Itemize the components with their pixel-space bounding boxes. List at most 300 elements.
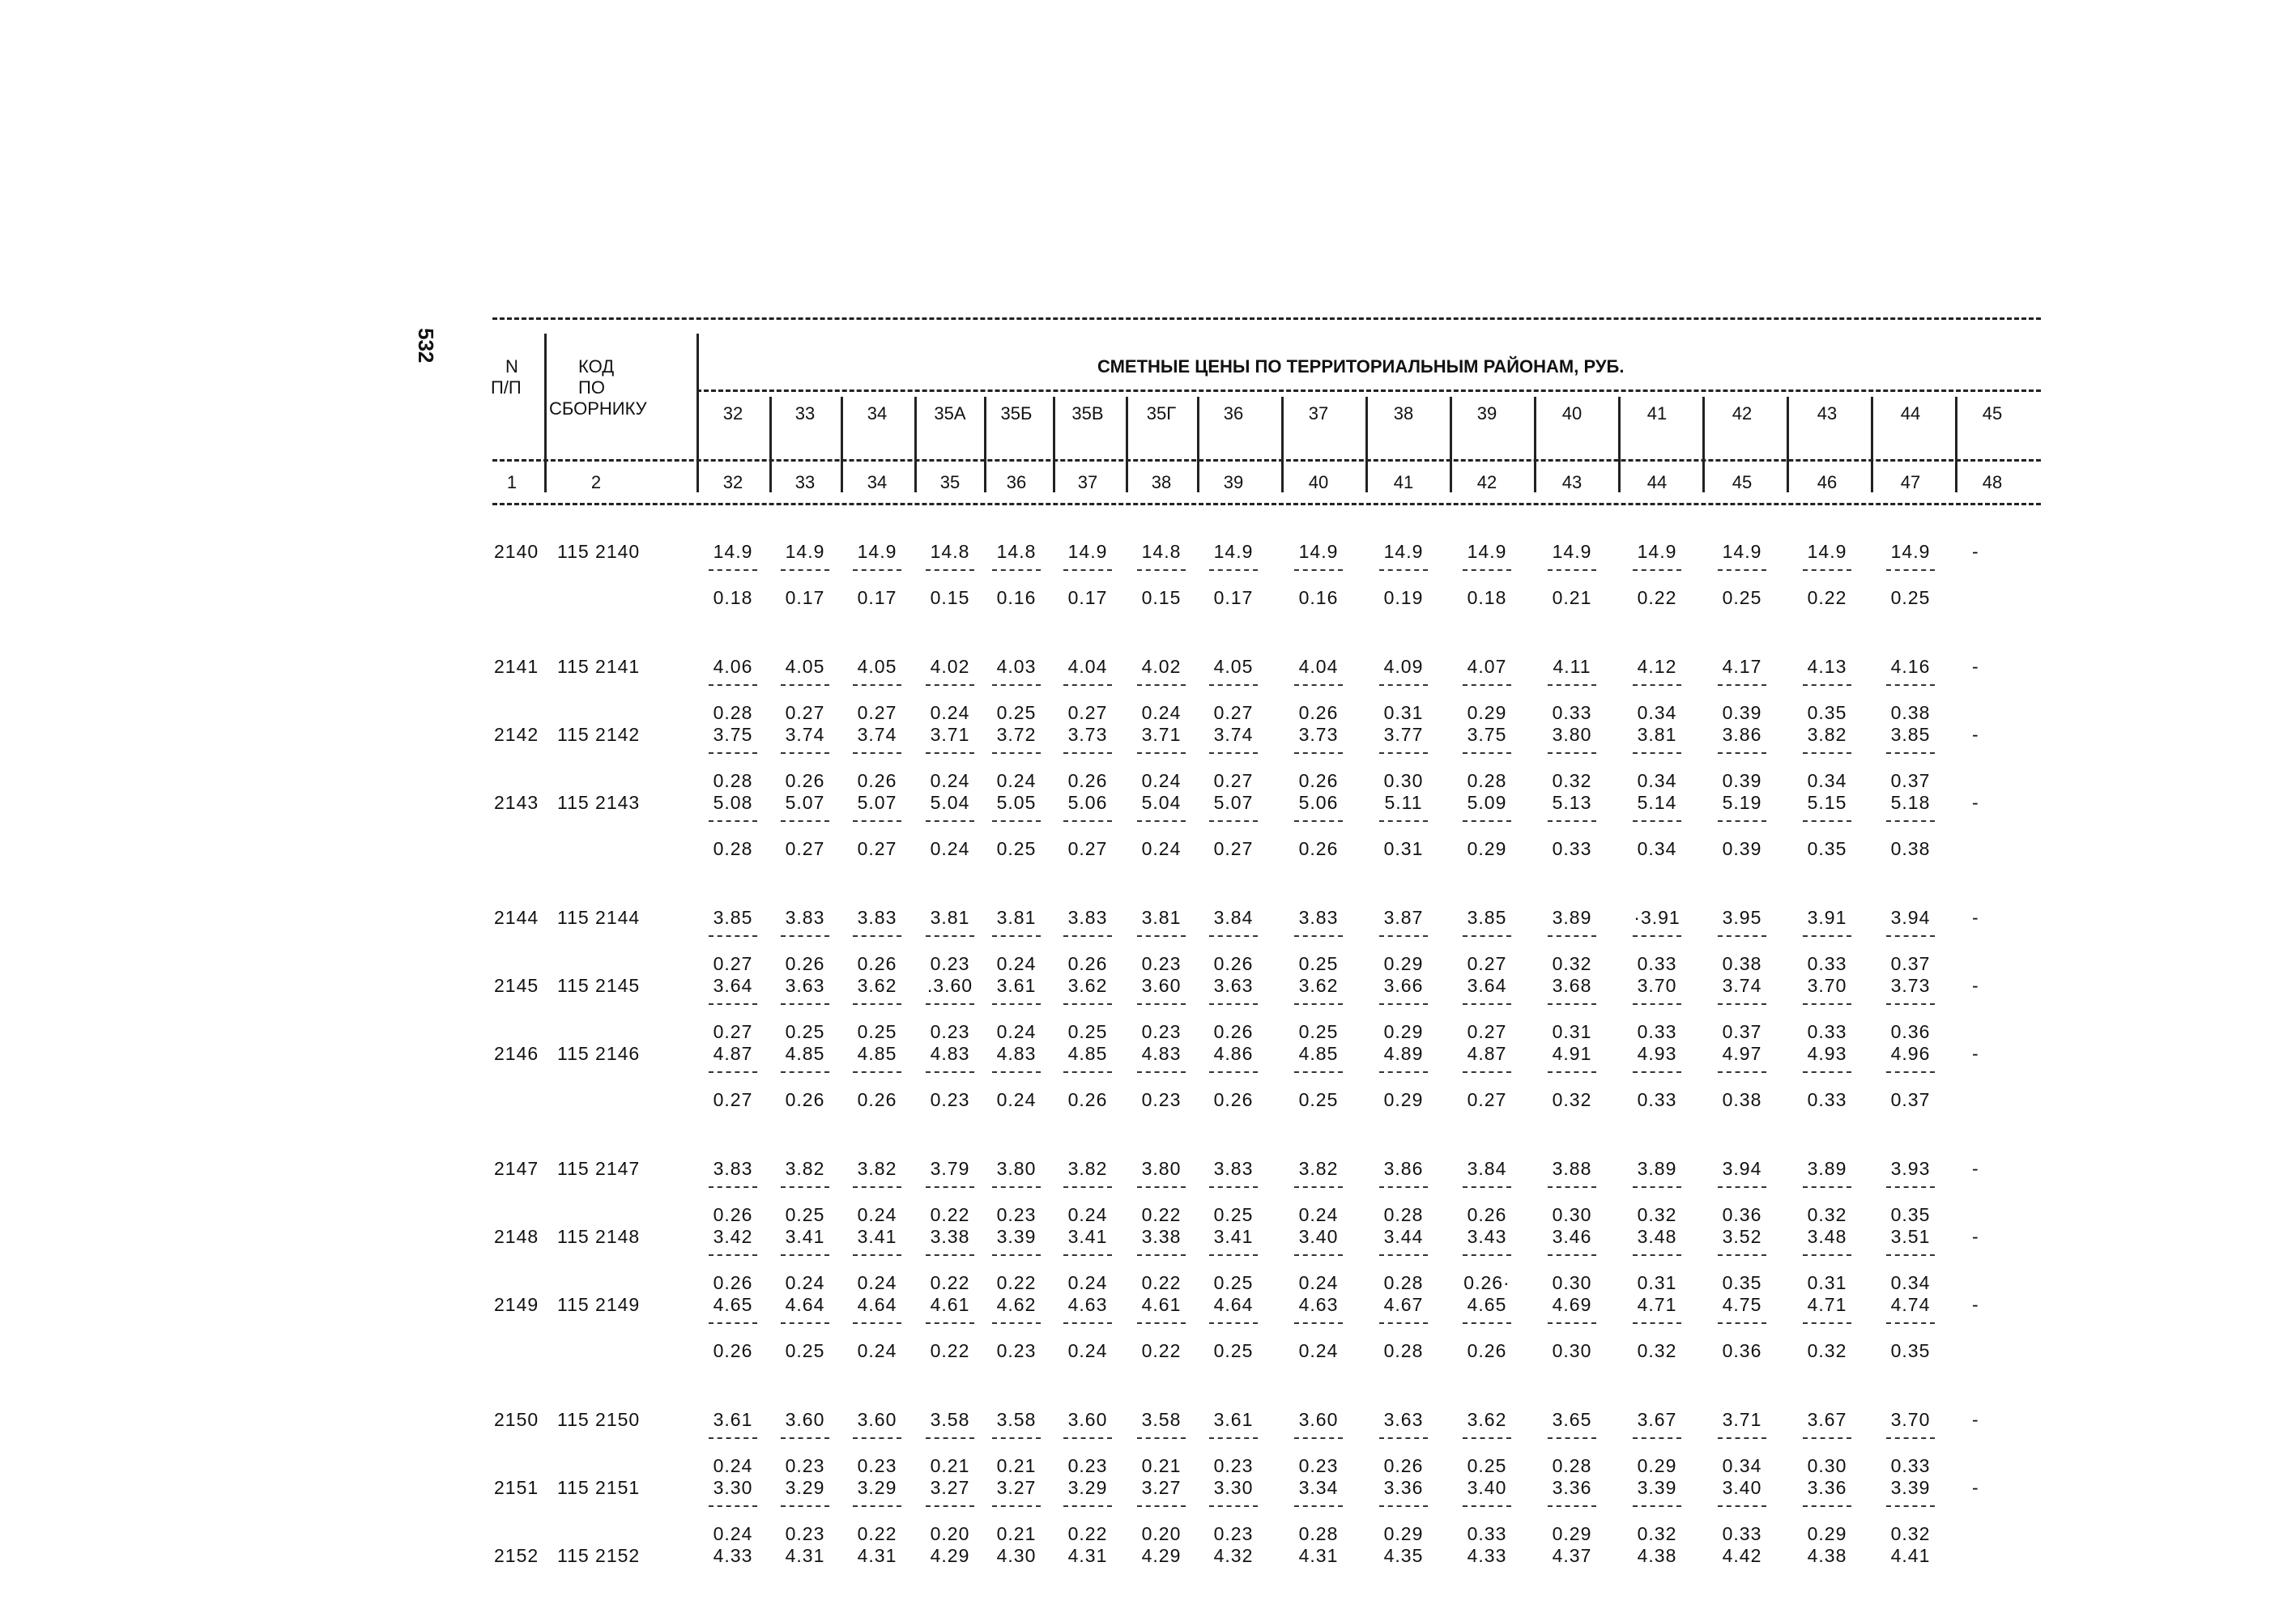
price-value: 3.61 (713, 1409, 753, 1430)
fraction-line (1379, 935, 1428, 937)
price-value: 3.70 (1637, 975, 1677, 996)
fraction-line (709, 1437, 757, 1439)
price-value: 0.22 (996, 1272, 1037, 1293)
price-value: 0.23 (996, 1204, 1037, 1225)
price-value: 3.66 (1383, 975, 1424, 996)
price-value: 0.38 (1890, 838, 1931, 859)
column-number: 43 (1561, 472, 1582, 492)
price-value: 0.24 (785, 1272, 825, 1293)
fraction-line (1633, 1071, 1681, 1073)
price-value: 3.94 (1890, 907, 1931, 928)
price-value: 0.25 (996, 702, 1037, 723)
price-value: 3.62 (1298, 975, 1339, 996)
price-value: 5.04 (1141, 792, 1182, 813)
fraction-line (1463, 752, 1511, 754)
column-separator (1871, 397, 1873, 492)
price-value: 3.71 (930, 724, 970, 745)
fraction-line (1803, 684, 1851, 686)
fraction-line (1209, 1322, 1258, 1324)
fraction-line (1803, 1505, 1851, 1507)
price-value: 5.07 (857, 792, 897, 813)
region-header: 35В (1071, 403, 1104, 424)
price-value: 3.40 (1298, 1226, 1339, 1247)
fraction-line (1063, 1505, 1112, 1507)
fraction-line (1379, 684, 1428, 686)
price-value: 0.25 (1298, 1021, 1339, 1042)
price-value: 3.82 (857, 1158, 897, 1179)
price-value: 0.38 (1890, 702, 1931, 723)
fraction-line (926, 1505, 974, 1507)
fraction-line (1548, 1254, 1596, 1256)
fraction-line (926, 935, 974, 937)
fraction-line (1548, 1186, 1596, 1188)
price-value: 3.82 (1067, 1158, 1108, 1179)
price-value: 3.93 (1890, 1158, 1931, 1179)
empty-cell-dash: - (1972, 975, 1979, 996)
price-value: 0.25 (996, 838, 1037, 859)
region-header: 35Г (1146, 403, 1177, 424)
price-value: 4.65 (1467, 1294, 1507, 1315)
price-value: 3.81 (1141, 907, 1182, 928)
fraction-line (1209, 1254, 1258, 1256)
price-value: 4.13 (1807, 656, 1847, 677)
price-value: 0.18 (1467, 587, 1507, 608)
fraction-line (1718, 1437, 1766, 1439)
fraction-line (781, 1003, 829, 1005)
header-kod: КОД (578, 356, 615, 377)
price-value: 3.36 (1807, 1477, 1847, 1498)
price-value: 3.42 (713, 1226, 753, 1247)
column-number: 2 (590, 472, 602, 492)
fraction-line (1137, 1254, 1186, 1256)
row-number: 2143 (494, 792, 539, 813)
price-value: 4.16 (1890, 656, 1931, 677)
row-number: 2140 (494, 541, 539, 562)
header-po: ПО (578, 377, 605, 398)
price-value: 4.64 (785, 1294, 825, 1315)
fraction-line (1209, 1003, 1258, 1005)
price-value: 0.25 (1067, 1021, 1108, 1042)
fraction-line (1633, 1505, 1681, 1507)
price-value: 0.32 (1552, 953, 1592, 974)
price-value: 3.82 (785, 1158, 825, 1179)
region-header: 36 (1223, 403, 1244, 424)
empty-cell-dash: - (1972, 724, 1979, 745)
price-value: 0.33 (1637, 1021, 1677, 1042)
fraction-line (992, 1254, 1041, 1256)
price-value: 0.32 (1552, 770, 1592, 791)
price-value: 0.29 (1467, 838, 1507, 859)
price-value: 0.36 (1890, 1021, 1931, 1042)
price-value: 3.73 (1067, 724, 1108, 745)
fraction-line (1294, 1254, 1343, 1256)
fraction-line (1063, 569, 1112, 571)
price-value: 3.58 (996, 1409, 1037, 1430)
price-value: 0.21 (1552, 587, 1592, 608)
fraction-line (1379, 569, 1428, 571)
fraction-line (1633, 820, 1681, 822)
price-value: 0.23 (930, 1089, 970, 1110)
price-value: 3.67 (1637, 1409, 1677, 1430)
price-value: 3.58 (1141, 1409, 1182, 1430)
price-value: 4.65 (713, 1294, 753, 1315)
price-value: 0.16 (996, 587, 1037, 608)
price-value: 3.29 (785, 1477, 825, 1498)
fraction-line (1209, 569, 1258, 571)
empty-cell-dash: - (1972, 541, 1979, 562)
price-value: 0.26 (1213, 953, 1254, 974)
row-number: 2149 (494, 1294, 539, 1315)
price-value: 3.36 (1383, 1477, 1424, 1498)
fraction-line (781, 1071, 829, 1073)
price-value: 3.81 (1637, 724, 1677, 745)
fraction-line (1463, 1322, 1511, 1324)
fraction-line (853, 1254, 901, 1256)
price-value: ·3.91 (1634, 907, 1680, 928)
price-value: 0.21 (930, 1455, 970, 1476)
price-value: 0.33 (1890, 1455, 1931, 1476)
region-header: 37 (1308, 403, 1329, 424)
price-value: 14.9 (1722, 541, 1762, 562)
fraction-line (709, 1254, 757, 1256)
price-value: 0.24 (1141, 838, 1182, 859)
fraction-line (1803, 1437, 1851, 1439)
price-value: 0.25 (785, 1021, 825, 1042)
price-value: 0.21 (996, 1523, 1037, 1544)
price-value: 0.26 (1298, 702, 1339, 723)
price-value: 0.27 (1213, 702, 1254, 723)
fraction-line (926, 1186, 974, 1188)
price-value: 0.31 (1637, 1272, 1677, 1293)
fraction-line (1463, 1071, 1511, 1073)
fraction-line (1209, 1071, 1258, 1073)
price-value: 0.33 (1467, 1523, 1507, 1544)
price-value: 0.26 (713, 1272, 753, 1293)
price-value: 4.04 (1067, 656, 1108, 677)
price-value: 0.25 (785, 1204, 825, 1225)
fraction-line (1718, 1254, 1766, 1256)
price-value: 3.70 (1807, 975, 1847, 996)
price-value: 4.05 (857, 656, 897, 677)
price-value: 4.09 (1383, 656, 1424, 677)
price-value: 3.64 (713, 975, 753, 996)
price-value: 0.25 (1298, 1089, 1339, 1110)
price-value: 3.48 (1637, 1226, 1677, 1247)
price-value: 0.28 (1383, 1272, 1424, 1293)
price-value: 3.60 (1141, 975, 1182, 996)
price-value: 4.03 (996, 656, 1037, 677)
price-value: 3.73 (1890, 975, 1931, 996)
price-value: 4.63 (1298, 1294, 1339, 1315)
price-value: 3.80 (1141, 1158, 1182, 1179)
price-value: 3.86 (1722, 724, 1762, 745)
price-value: 0.25 (1722, 587, 1762, 608)
row-number: 2145 (494, 975, 539, 996)
price-value: 0.34 (1637, 770, 1677, 791)
price-value: 14.9 (1807, 541, 1847, 562)
price-value: 0.22 (1067, 1523, 1108, 1544)
empty-cell-dash: - (1972, 1158, 1979, 1179)
price-value: 3.36 (1552, 1477, 1592, 1498)
price-value: 3.63 (785, 975, 825, 996)
fraction-line (1209, 684, 1258, 686)
price-value: 4.04 (1298, 656, 1339, 677)
price-value: 4.71 (1637, 1294, 1677, 1315)
price-value: 0.17 (785, 587, 825, 608)
fraction-line (1209, 1186, 1258, 1188)
price-value: 3.83 (857, 907, 897, 928)
price-value: 3.41 (1213, 1226, 1254, 1247)
price-value: 4.30 (996, 1545, 1037, 1566)
price-value: 3.40 (1722, 1477, 1762, 1498)
price-value: 0.37 (1722, 1021, 1762, 1042)
fraction-line (1063, 820, 1112, 822)
column-number: 48 (1982, 472, 2003, 492)
price-value: 3.74 (1213, 724, 1254, 745)
price-value: 0.18 (713, 587, 753, 608)
fraction-line (1137, 569, 1186, 571)
price-value: 0.32 (1552, 1089, 1592, 1110)
price-value: 14.8 (996, 541, 1037, 562)
fraction-line (1379, 1254, 1428, 1256)
price-value: 3.60 (785, 1409, 825, 1430)
price-value: 3.72 (996, 724, 1037, 745)
price-value: 0.35 (1722, 1272, 1762, 1293)
fraction-line (853, 935, 901, 937)
fraction-line (1548, 752, 1596, 754)
price-value: 3.82 (1807, 724, 1847, 745)
price-value: 0.23 (1141, 1021, 1182, 1042)
price-value: 0.24 (1067, 1272, 1108, 1293)
price-value: 5.13 (1552, 792, 1592, 813)
fraction-line (1463, 1505, 1511, 1507)
region-header: 35А (934, 403, 966, 424)
column-number: 40 (1308, 472, 1329, 492)
fraction-line (1633, 684, 1681, 686)
fraction-line (1294, 1003, 1343, 1005)
row-code: 115 2143 (557, 792, 641, 813)
price-value: 0.24 (857, 1340, 897, 1361)
column-number: 39 (1223, 472, 1244, 492)
price-value: 14.9 (1213, 541, 1254, 562)
price-value: 0.25 (1213, 1204, 1254, 1225)
fraction-line (1137, 820, 1186, 822)
price-value: 0.33 (1807, 1021, 1847, 1042)
price-value: 0.30 (1552, 1272, 1592, 1293)
price-value: 4.29 (1141, 1545, 1182, 1566)
row-code: 115 2152 (557, 1545, 641, 1566)
price-value: 4.38 (1807, 1545, 1847, 1566)
price-value: 0.35 (1890, 1340, 1931, 1361)
fraction-line (781, 569, 829, 571)
price-value: 0.33 (1807, 1089, 1847, 1110)
fraction-line (1633, 1003, 1681, 1005)
fraction-line (992, 1071, 1041, 1073)
price-value: 0.27 (1467, 953, 1507, 974)
fraction-line (1718, 935, 1766, 937)
price-value: 0.23 (1213, 1523, 1254, 1544)
region-header: 38 (1393, 403, 1414, 424)
price-value: 4.83 (1141, 1043, 1182, 1064)
price-value: 0.36 (1722, 1204, 1762, 1225)
fraction-line (1886, 820, 1935, 822)
price-value: 4.87 (713, 1043, 753, 1064)
price-value: 0.29 (1552, 1523, 1592, 1544)
fraction-line (1718, 1186, 1766, 1188)
price-value: 3.43 (1467, 1226, 1507, 1247)
empty-cell-dash: - (1972, 1226, 1979, 1247)
fraction-line (1803, 820, 1851, 822)
price-value: 3.81 (930, 907, 970, 928)
price-value: 0.24 (1067, 1204, 1108, 1225)
price-value: 0.28 (713, 770, 753, 791)
price-value: 4.17 (1722, 656, 1762, 677)
row-number: 2142 (494, 724, 539, 745)
empty-cell-dash: - (1972, 1409, 1979, 1430)
price-value: 3.91 (1807, 907, 1847, 928)
row-code: 115 2140 (557, 541, 641, 562)
row-code: 115 2142 (557, 724, 641, 745)
price-value: 0.29 (1467, 702, 1507, 723)
fraction-line (1718, 820, 1766, 822)
price-value: 0.26 (1467, 1204, 1507, 1225)
price-value: 4.97 (1722, 1043, 1762, 1064)
fraction-line (1294, 935, 1343, 937)
fraction-line (926, 684, 974, 686)
price-value: 0.22 (1141, 1340, 1182, 1361)
price-value: 14.8 (1141, 541, 1182, 562)
price-value: 0.30 (1383, 770, 1424, 791)
price-value: 0.27 (1213, 770, 1254, 791)
price-value: 0.27 (1067, 838, 1108, 859)
region-header: 32 (722, 403, 743, 424)
price-value: 4.96 (1890, 1043, 1931, 1064)
price-value: 14.9 (1067, 541, 1108, 562)
price-value: 0.23 (930, 953, 970, 974)
fraction-line (1886, 1322, 1935, 1324)
price-value: 3.58 (930, 1409, 970, 1430)
price-value: 14.8 (930, 541, 970, 562)
fraction-line (992, 935, 1041, 937)
fraction-line (1633, 569, 1681, 571)
price-value: 14.9 (785, 541, 825, 562)
fraction-line (709, 1003, 757, 1005)
price-value: 0.24 (1298, 1272, 1339, 1293)
price-value: 0.26 (857, 953, 897, 974)
price-value: 0.24 (930, 702, 970, 723)
price-value: 4.42 (1722, 1545, 1762, 1566)
price-value: 3.39 (1637, 1477, 1677, 1498)
empty-cell-dash: - (1972, 1477, 1979, 1498)
price-value: 0.39 (1722, 770, 1762, 791)
fraction-line (1063, 1071, 1112, 1073)
fraction-line (926, 569, 974, 571)
price-value: 0.34 (1890, 1272, 1931, 1293)
price-value: 0.16 (1298, 587, 1339, 608)
fraction-line (1379, 1003, 1428, 1005)
price-value: 4.93 (1637, 1043, 1677, 1064)
price-value: 3.73 (1298, 724, 1339, 745)
price-value: 3.79 (930, 1158, 970, 1179)
empty-cell-dash: - (1972, 656, 1979, 677)
fraction-line (1886, 569, 1935, 571)
price-value: 0.27 (1067, 702, 1108, 723)
price-value: 3.74 (857, 724, 897, 745)
price-value: 4.12 (1637, 656, 1677, 677)
fraction-line (992, 820, 1041, 822)
fraction-line (1294, 1437, 1343, 1439)
price-value: 3.48 (1807, 1226, 1847, 1247)
fraction-line (1137, 935, 1186, 937)
row-code: 115 2149 (557, 1294, 641, 1315)
row-number: 2151 (494, 1477, 539, 1498)
price-value: 4.38 (1637, 1545, 1677, 1566)
fraction-line (1063, 1322, 1112, 1324)
price-value: 0.27 (857, 838, 897, 859)
fraction-line (709, 569, 757, 571)
empty-cell-dash: - (1972, 792, 1979, 813)
fraction-line (1803, 1071, 1851, 1073)
fraction-line (1718, 1071, 1766, 1073)
region-header: 42 (1732, 403, 1753, 424)
price-value: 4.29 (930, 1545, 970, 1566)
fraction-line (709, 820, 757, 822)
table-rule (492, 317, 2041, 320)
column-number: 32 (722, 472, 743, 492)
price-value: 0.17 (857, 587, 897, 608)
fraction-line (1379, 1505, 1428, 1507)
price-value: 5.11 (1384, 792, 1423, 813)
empty-cell-dash: - (1972, 1294, 1979, 1315)
fraction-line (1718, 684, 1766, 686)
fraction-line (1209, 820, 1258, 822)
empty-cell-dash: - (1972, 1043, 1979, 1064)
price-value: 0.26 (857, 770, 897, 791)
fraction-line (1718, 1505, 1766, 1507)
header-pp: П/П (491, 377, 522, 398)
price-value: 14.9 (1383, 541, 1424, 562)
price-value: 0.26 (1067, 1089, 1108, 1110)
fraction-line (709, 684, 757, 686)
table-rule (492, 459, 2041, 462)
fraction-line (1063, 684, 1112, 686)
price-value: 0.39 (1722, 838, 1762, 859)
price-value: 0.26 (1213, 1021, 1254, 1042)
price-value: 3.60 (1298, 1409, 1339, 1430)
fraction-line (853, 1322, 901, 1324)
fraction-line (1137, 752, 1186, 754)
column-number: 37 (1077, 472, 1098, 492)
column-number: 35 (939, 472, 961, 492)
price-value: 0.26 (785, 953, 825, 974)
fraction-line (1294, 569, 1343, 571)
price-value: 3.89 (1552, 907, 1592, 928)
price-value: 0.27 (1467, 1021, 1507, 1042)
price-value: 0.26 (785, 1089, 825, 1110)
price-value: 0.22 (1141, 1272, 1182, 1293)
price-value: 0.27 (1213, 838, 1254, 859)
price-value: 0.26 (857, 1089, 897, 1110)
price-value: 14.9 (1298, 541, 1339, 562)
price-value: 0.31 (1552, 1021, 1592, 1042)
price-value: 0.29 (1637, 1455, 1677, 1476)
price-value: 3.52 (1722, 1226, 1762, 1247)
price-value: 0.25 (1298, 953, 1339, 974)
region-header: 45 (1982, 403, 2003, 424)
fraction-line (1463, 935, 1511, 937)
price-value: 14.9 (857, 541, 897, 562)
fraction-line (853, 569, 901, 571)
